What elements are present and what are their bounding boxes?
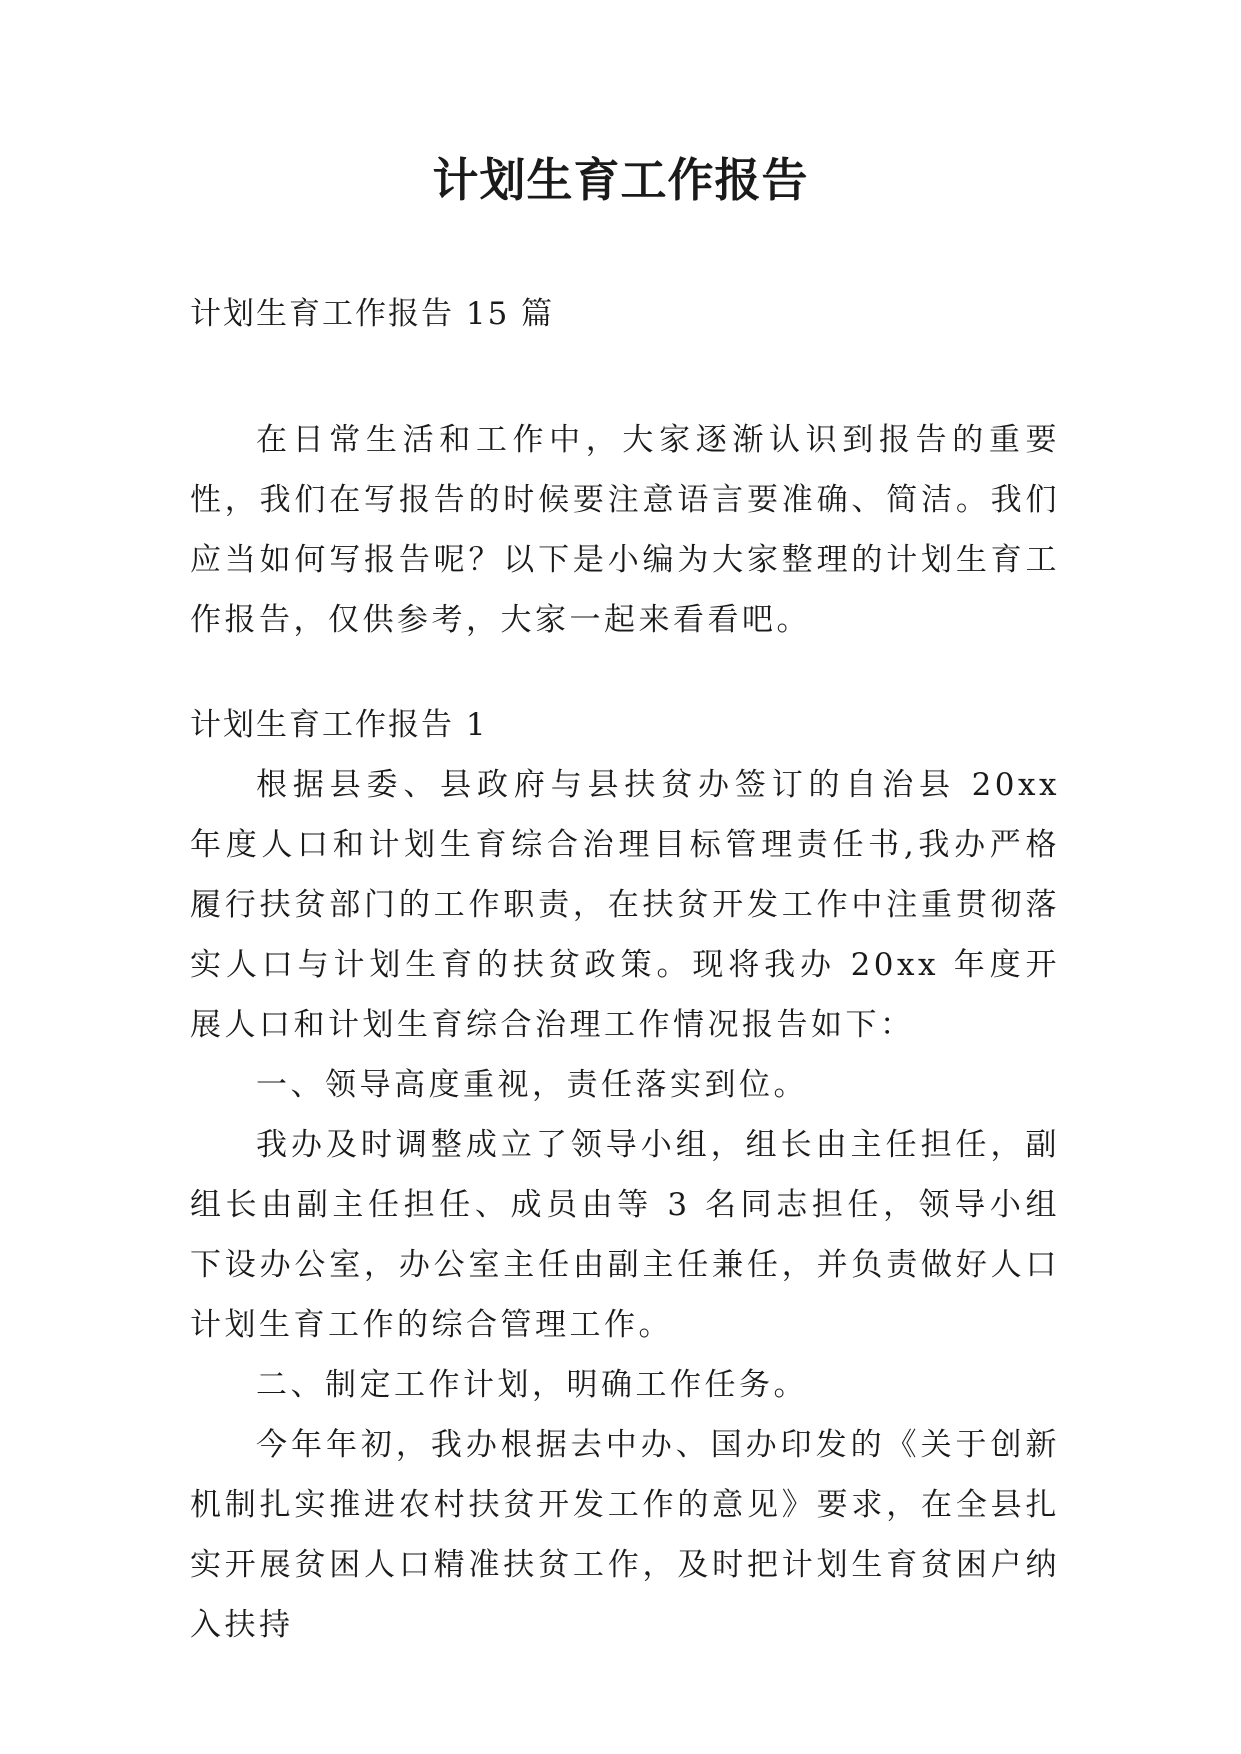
body-paragraph: 根据县委、县政府与县扶贫办签订的自治县 20xx 年度人口和计划生育综合治理目标管理责任书,我办严格履行扶贫部门的工作职责，在扶贫开发工作中注重贯彻落实人口与计划生育的扶贫政策。现将我办 20xx 年度开展人口和计划生育综合治理工作情况报告如下：	[190, 767, 1060, 1043]
body-paragraph: 一、领导高度重视，责任落实到位。	[256, 1067, 808, 1103]
body-paragraph: 我办及时调整成立了领导小组，组长由主任担任，副组长由副主任担任、成员由等 3 名同志担任，领导小组下设办公室，办公室主任由副主任兼任，并负责做好人口计划生育工作的综合管理工作。	[190, 1127, 1060, 1343]
intro-paragraph: 在日常生活和工作中，大家逐渐认识到报告的重要性，我们在写报告的时候要注意语言要准确、简洁。我们应当如何写报告呢？以下是小编为大家整理的计划生育工作报告，仅供参考，大家一起来看看吧。	[190, 422, 1060, 638]
document-subtitle: 计划生育工作报告 15 篇	[190, 296, 555, 332]
body-paragraph: 今年年初，我办根据去中办、国办印发的《关于创新机制扎实推进农村扶贫开发工作的意见》要求，在全县扎实开展贫困人口精准扶贫工作，及时把计划生育贫困户纳入扶持	[190, 1427, 1060, 1643]
section-body	[190, 755, 1060, 1655]
body-paragraph: 二、制定工作计划，明确工作任务。	[256, 1367, 808, 1403]
section-heading: 计划生育工作报告 1	[190, 707, 488, 743]
document-title: 计划生育工作报告	[432, 153, 809, 207]
